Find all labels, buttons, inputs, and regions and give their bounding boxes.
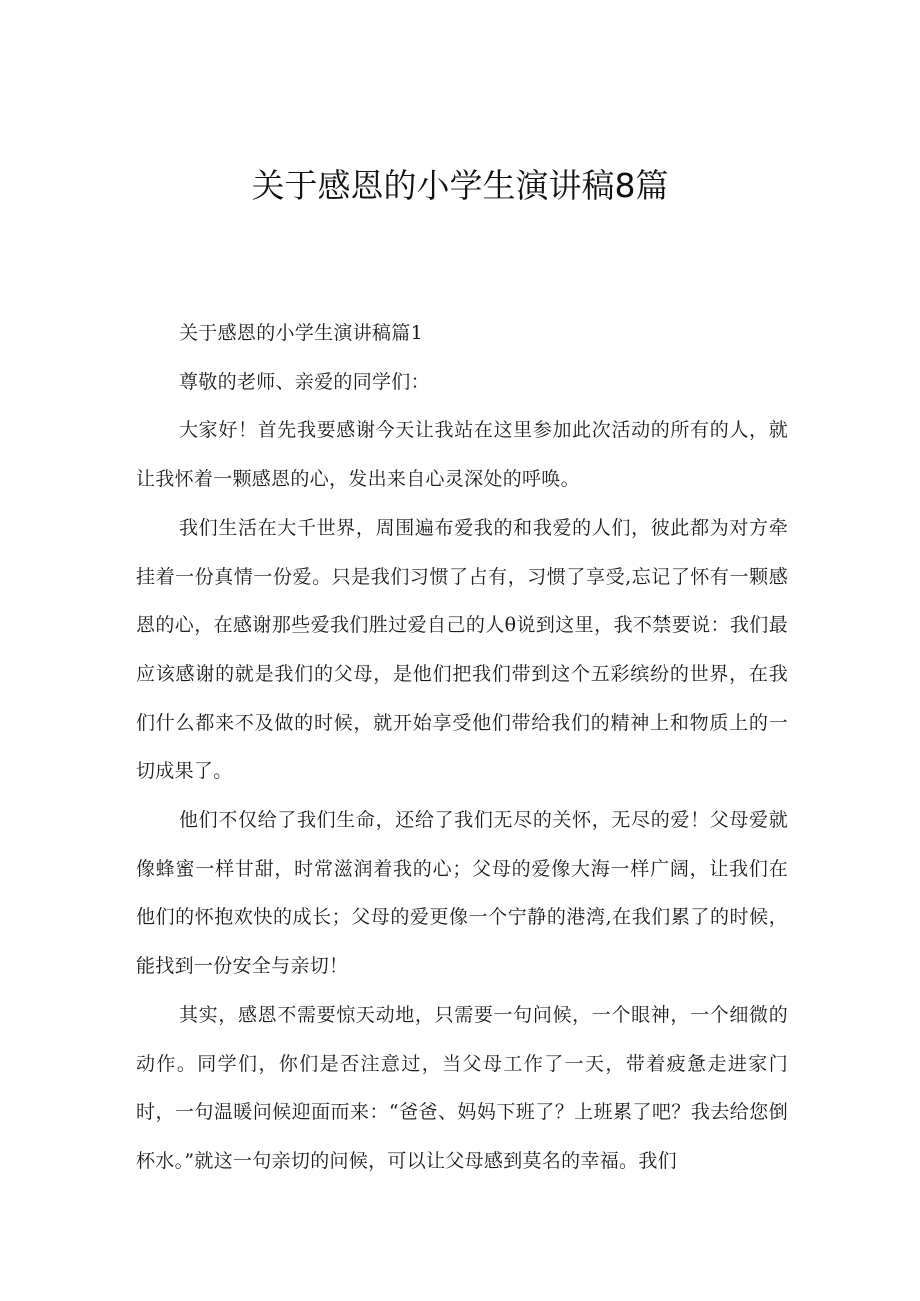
body-paragraph: 我们生活在大千世界，周围遍布爱我的和我爱的人们，彼此都为对方牵挂着一份真情一份爱。只是我们习惯了占有，习惯了享受,忘记了怀有一颗感恩的心，在感谢那些爱我们胜过爱自己的人θ说到这里，我不禁要说：我们最应该感谢的就是我们的父母，是他们把我们带到这个五彩缤纷的世界，在我们什么都来不及做的时候，就开始享受他们带给我们的精神上和物质上的一切成果了。 [136,516,788,783]
section-heading: 关于感恩的小学生演讲稿篇1 [179,322,423,344]
document-body [136,309,788,1186]
salutation: 尊敬的老师、亲爱的同学们： [179,370,430,393]
document-title: 关于感恩的小学生演讲稿8篇 [251,166,669,205]
body-paragraph: 他们不仅给了我们生命，还给了我们无尽的关怀，无尽的爱！父母爱就像蜂蜜一样甘甜，时常滋润着我的心；父母的爱像大海一样广阔，让我们在他们的怀抱欢快的成长；父母的爱更像一个宁静的港湾,在我们累了的时候，能找到一份安全与亲切！ [136,809,788,978]
body-paragraph: 其实，感恩不需要惊天动地，只需要一句问候，一个眼神，一个细微的动作。同学们，你们是否注意过，当父母工作了一天，带着疲惫走进家门时，一句温暖问候迎面而来：“爸爸、妈妈下班了？上班累了吧？我去给您倒杯水。”就这一句亲切的问候，可以让父母感到莫名的幸福。我们 [136,1003,788,1172]
body-paragraph: 大家好！首先我要感谢今天让我站在这里参加此次活动的所有的人，就让我怀着一颗感恩的心，发出来自心灵深处的呼唤。 [136,419,788,491]
